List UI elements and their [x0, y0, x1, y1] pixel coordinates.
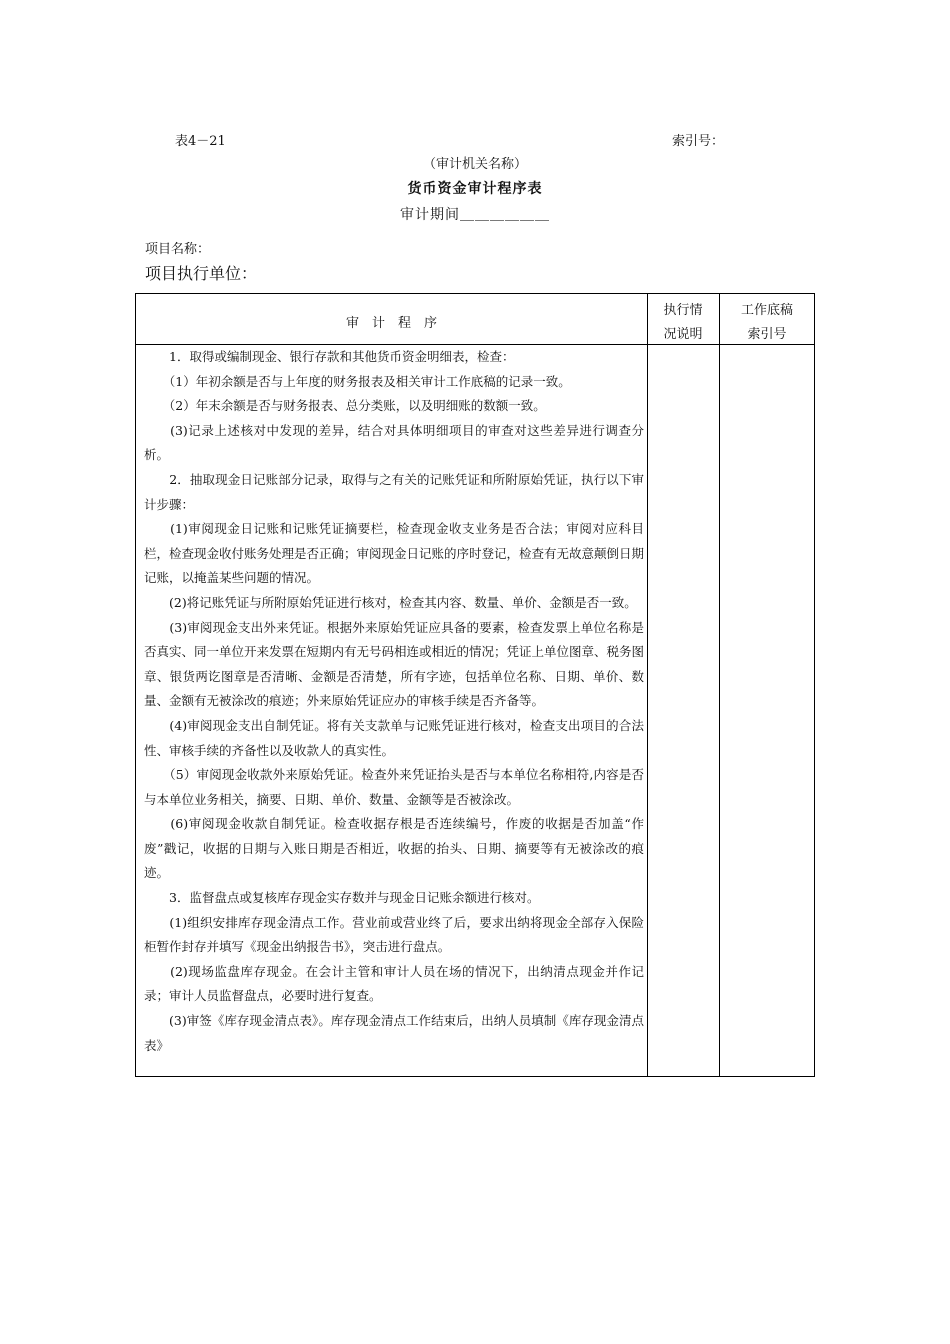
header-execution-notes: [647, 299, 719, 347]
procedure-step: (2)现场监盘库存现金。在会计主管和审计人员在场的情况下，出纳清点现金并作记录；审计人员监督盘点，必要时进行复查。: [144, 963, 644, 1004]
column-divider: [647, 294, 648, 1076]
header-execution-notes-line2: 况说明: [663, 327, 703, 342]
procedure-step: 3．监督盘点或复核库存现金实存数并与现金日记账余额进行核对。: [144, 890, 540, 906]
audit-agency-name: （审计机关名称）: [422, 157, 527, 172]
procedure-step: (3)审阅现金支出外来凭证。根据外来原始凭证应具备的要素，检查发票上单位名称是否真实、同一单位开来发票在短期内有无号码相连或相近的情况；凭证上单位图章、税务图章、银货两讫图章是否清晰、金额是否清楚，所有字迹，包括单位名称、日期、单价、数量、金额有无被涂改的痕迹；外来原始凭证应办的审核手续是否齐备等。: [144, 619, 645, 709]
procedure-step: (3)审签《库存现金清点表》。库存现金清点工作结束后，出纳人员填制《库存现金清点表》: [144, 1013, 644, 1053]
procedure-steps: [144, 345, 644, 1058]
procedure-step: 2．抽取现金日记账部分记录，取得与之有关的记账凭证和所附原始凭证，执行以下审计步骤：: [144, 471, 644, 512]
procedure-step: （2）年末余额是否与财务报表、总分类账，以及明细账的数额一致。: [144, 398, 546, 414]
header-audit-procedure: 审 计 程 序: [345, 316, 437, 331]
form-number: 表4－21: [175, 134, 226, 149]
header-workpaper-index: [719, 299, 815, 347]
audit-procedure-table: [135, 293, 815, 1077]
project-name-label: 项目名称：: [145, 242, 211, 257]
procedure-step: (1)组织安排库存现金清点工作。营业前或营业终了后，要求出纳将现金全部存入保险柜暂作封存并填写《现金出纳报告书》，突击进行盘点。: [144, 914, 644, 955]
procedure-step: (4)审阅现金支出自制凭证。将有关支款单与记账凭证进行核对，检查支出项目的合法性、审核手续的齐备性以及收款人的真实性。: [144, 717, 644, 758]
document-title: 货币资金审计程序表: [407, 181, 543, 197]
index-number-label: 索引号：: [672, 134, 725, 149]
project-exec-unit-label: 项目执行单位：: [145, 264, 258, 283]
procedure-step: (1)审阅现金日记账和记账凭证摘要栏，检查现金收支业务是否合法；审阅对应科目栏，检查现金收付账务处理是否正确；审阅现金日记账的序时登记，检查有无故意颠倒日期记账，以掩盖某些问题的情况。: [144, 521, 645, 586]
header-workpaper-index-line2: 索引号: [747, 327, 787, 342]
procedure-step: (6)审阅现金收款自制凭证。检查收据存根是否连续编号，作废的收据是否加盖“作废”戳记，收据的日期与入账日期是否相近，收据的抬头、日期、摘要等有无被涂改的痕迹。: [144, 816, 644, 881]
header-workpaper-index-line1: 工作底稿: [740, 303, 793, 318]
procedure-step: (2)将记账凭证与所附原始凭证进行核对，检查其内容、数量、单价、金额是否一致。: [144, 594, 637, 610]
procedure-step: （5）审阅现金收款外来原始凭证。检查外来凭证抬头是否与本单位名称相符,内容是否与本单位业务相关，摘要、日期、单价、数量、金额等是否被涂改。: [144, 767, 644, 807]
procedure-step: 1．取得或编制现金、银行存款和其他货币资金明细表，检查：: [144, 349, 515, 364]
header-execution-notes-line1: 执行情: [663, 303, 703, 318]
audit-period: 审计期间＿＿＿＿＿＿: [400, 207, 550, 223]
procedure-step: (3)记录上述核对中发现的差异，结合对具体明细项目的审查对这些差异进行调查分析。: [144, 422, 644, 463]
column-divider: [719, 294, 720, 1076]
procedure-step: （1）年初余额是否与上年度的财务报表及相关审计工作底稿的记录一致。: [144, 373, 571, 389]
